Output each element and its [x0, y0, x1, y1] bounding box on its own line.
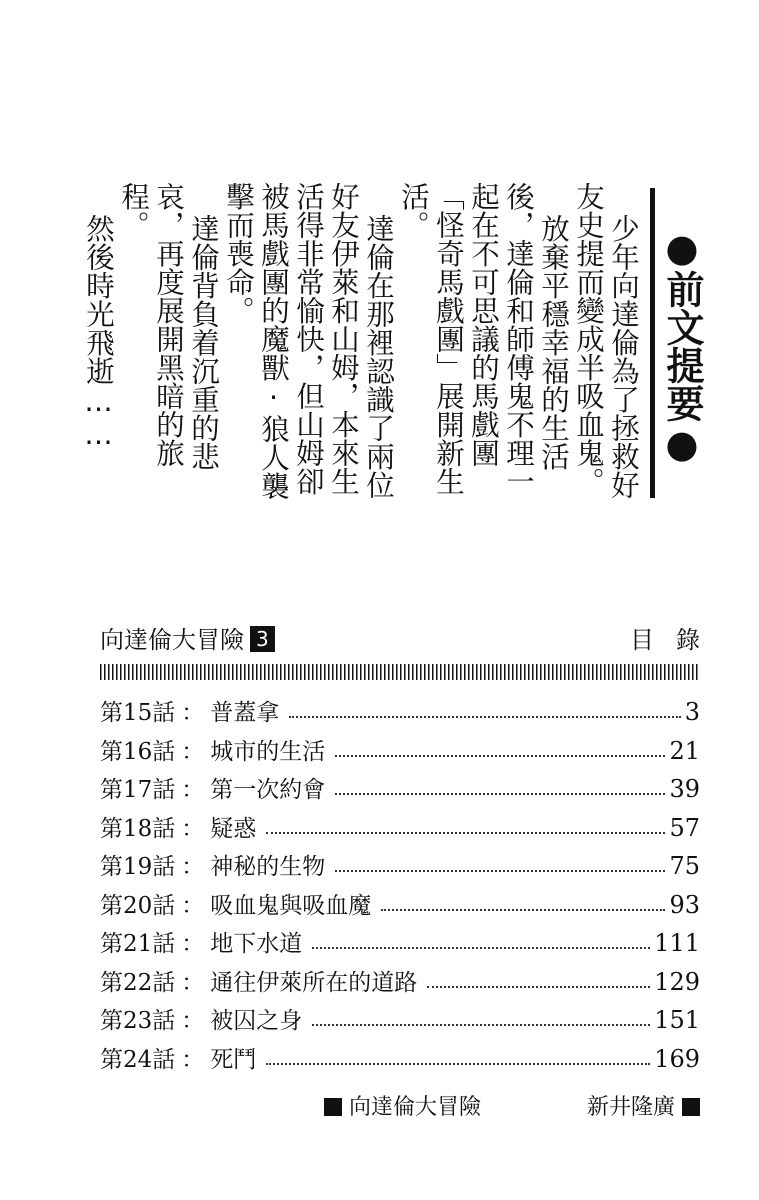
- colon-separator: ：: [181, 815, 205, 842]
- colon-separator: ：: [181, 931, 205, 957]
- bullet-dot-icon: ●: [660, 422, 704, 466]
- chapter-number: 第23話: [100, 1008, 176, 1034]
- summary-line: 活得非常愉快，但山姆卻: [292, 182, 325, 496]
- chapter-page: 151: [654, 1006, 700, 1034]
- summary-line: 活。: [397, 182, 430, 239]
- chapter-number: 第16話: [100, 738, 176, 765]
- chapter-page: 21: [669, 736, 700, 765]
- colon-separator: ：: [181, 969, 205, 996]
- summary-line: 哀，再度展開黑暗的旅: [152, 182, 185, 467]
- chapter-title: 疑惑: [210, 815, 257, 842]
- chapter-title: 死鬥: [210, 1046, 257, 1073]
- chapter-page: 129: [654, 967, 700, 996]
- summary-line: 達倫在那裡認識了兩位: [362, 214, 395, 499]
- toc-list: [100, 694, 700, 1079]
- bullet-dot-icon: ●: [660, 226, 704, 270]
- contents-label: 目錄: [630, 626, 722, 654]
- toc-row[interactable]: [100, 810, 700, 849]
- chapter-page: 3: [684, 698, 700, 726]
- summary-text: [82, 182, 710, 522]
- footer-author: [587, 1090, 700, 1121]
- chapter-page: 93: [669, 890, 700, 919]
- chapter-title: 城市的生活: [210, 738, 326, 765]
- dot-leader: [335, 793, 665, 795]
- chapter-title: 地下水道: [210, 931, 303, 957]
- dot-leader: [312, 947, 650, 949]
- chapter-page: 169: [654, 1044, 700, 1073]
- chapter-page: 39: [669, 775, 700, 803]
- summary-line: 少年向達倫為了拯救好: [607, 214, 640, 499]
- decorative-stripe: [100, 664, 700, 680]
- colon-separator: ：: [181, 700, 205, 726]
- chapter-title: 普蓋拿: [210, 700, 280, 726]
- summary-line: 擊而喪命。: [222, 182, 255, 325]
- square-bullet-icon: [682, 1098, 700, 1116]
- dot-leader: [266, 832, 665, 834]
- chapter-title: 被囚之身: [210, 1008, 303, 1034]
- dot-leader: [427, 986, 650, 988]
- chapter-page: 75: [669, 852, 700, 880]
- summary-line: 友史提而變成半吸血鬼。: [572, 182, 605, 496]
- dot-leader: [266, 1063, 650, 1065]
- colon-separator: ：: [181, 777, 205, 803]
- chapter-title: 通往伊萊所在的道路: [210, 969, 418, 996]
- chapter-number: 第22話: [100, 969, 176, 996]
- colon-separator: ：: [181, 892, 205, 919]
- chapter-number: 第19話: [100, 854, 176, 880]
- chapter-number: 第17話: [100, 777, 176, 803]
- colon-separator: ：: [181, 854, 205, 880]
- book-title-text: 向達倫大冒險: [100, 626, 244, 654]
- summary-line: 然後時光飛逝……: [82, 214, 115, 451]
- toc-row[interactable]: [100, 964, 700, 1003]
- toc-row[interactable]: [100, 887, 700, 926]
- colon-separator: ：: [181, 1008, 205, 1034]
- summary-line: 起在不可思議的馬戲團: [467, 182, 500, 467]
- chapter-page: 111: [654, 929, 700, 957]
- book-title: [100, 620, 275, 655]
- colon-separator: ：: [181, 1046, 205, 1073]
- summary-line: 好友伊萊和山姆，本來生: [327, 182, 360, 496]
- summary-line: 達倫背負着沉重的悲: [187, 214, 220, 471]
- toc-row[interactable]: [100, 1002, 700, 1041]
- summary-line: 「怪奇馬戲團」展開新生: [432, 182, 465, 496]
- chapter-number: 第18話: [100, 815, 176, 842]
- summary-line: 放棄平穩幸福的生活: [537, 214, 570, 471]
- dot-leader: [335, 755, 665, 757]
- chapter-number: 第21話: [100, 931, 176, 957]
- chapter-number: 第24話: [100, 1046, 176, 1073]
- chapter-title: 神秘的生物: [210, 854, 326, 880]
- dot-leader: [289, 716, 680, 718]
- summary-line: 程。: [117, 182, 150, 239]
- summary-heading-text: 前文提要: [660, 270, 704, 422]
- toc-row[interactable]: [100, 733, 700, 772]
- dot-leader: [312, 1024, 650, 1026]
- summary-line: 被馬戲團的魔獸‧狼人襲: [257, 182, 290, 500]
- toc-row[interactable]: [100, 1041, 700, 1080]
- toc-header: [100, 620, 722, 660]
- chapter-title: 吸血鬼與吸血魔: [210, 892, 372, 919]
- colon-separator: ：: [181, 738, 205, 765]
- dot-leader: [335, 870, 665, 872]
- chapter-number: 第15話: [100, 700, 176, 726]
- toc-row[interactable]: [100, 848, 700, 887]
- volume-badge: 3: [250, 626, 275, 652]
- summary-line: 後，達倫和師傅鬼不理一: [502, 182, 535, 496]
- footer: [100, 1090, 700, 1126]
- chapter-page: 57: [669, 813, 700, 842]
- toc-row[interactable]: [100, 694, 700, 733]
- chapter-title: 第一次約會: [210, 777, 326, 803]
- dot-leader: [381, 909, 665, 911]
- toc-row[interactable]: [100, 771, 700, 810]
- toc-row[interactable]: [100, 925, 700, 964]
- square-bullet-icon: [324, 1098, 342, 1116]
- footer-series-text: 向達倫大冒險: [349, 1095, 482, 1120]
- footer-series: [324, 1090, 481, 1121]
- footer-author-text: 新井隆廣: [586, 1095, 675, 1120]
- chapter-number: 第20話: [100, 892, 176, 919]
